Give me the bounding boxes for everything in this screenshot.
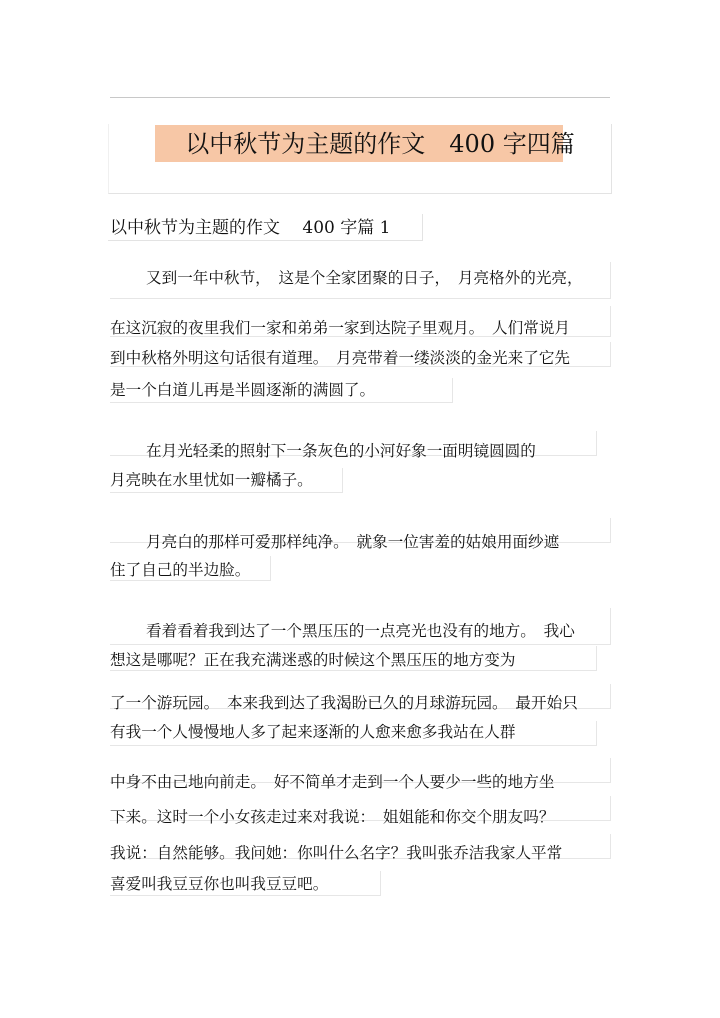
- body-line: 下来。这时一个小女孩走过来对我说： 姐姐能和你交个朋友吗？: [110, 808, 555, 826]
- body-line: 了一个游玩园。 本来我到达了我渴盼已久的月球游玩园。 最开始只: [110, 694, 578, 712]
- body-line: 是一个白道儿再是半圆逐渐的满圆了。: [110, 381, 376, 399]
- body-line: 有我一个人慢慢地人多了起来逐渐的人愈来愈多我站在人群: [110, 723, 516, 741]
- body-line: 喜爱叫我豆豆你也叫我豆豆吧。: [110, 875, 329, 893]
- top-rule: [110, 97, 610, 98]
- body-line: 月亮映在水里忧如一瓣橘子。: [110, 471, 313, 489]
- body-line: 又到一年中秋节， 这是个全家团聚的日子， 月亮格外的光亮，: [146, 269, 583, 287]
- body-line: 在这沉寂的夜里我们一家和弟弟一家到达院子里观月。 人们常说月: [110, 319, 571, 337]
- body-line: 想这是哪呢？正在我充满迷惑的时候这个黑压压的地方变为: [110, 651, 516, 669]
- body-line: 月亮白的那样可爱那样纯净。 就象一位害羞的姑娘用面纱遮: [146, 533, 560, 551]
- body-line: 看着看着我到达了一个黑压压的一点亮光也没有的地方。 我心: [146, 622, 575, 640]
- body-line: 到中秋格外明这句话很有道理。 月亮带着一缕淡淡的金光来了它先: [110, 349, 571, 367]
- body-line: 我说：自然能够。我问她：你叫什么名字？我叫张乔洁我家人平常: [110, 844, 563, 862]
- body-line: 住了自己的半边脸。: [110, 561, 251, 579]
- essay-heading: 以中秋节为主题的作文 400 字篇 1: [110, 218, 391, 238]
- page-title: 以中秋节为主题的作文 400 字四篇: [185, 130, 575, 158]
- body-line: 在月光轻柔的照射下一条灰色的小河好象一面明镜圆圆的: [146, 442, 536, 460]
- body-line: 中身不由己地向前走。 好不简单才走到一个人要少一些的地方坐: [110, 773, 555, 791]
